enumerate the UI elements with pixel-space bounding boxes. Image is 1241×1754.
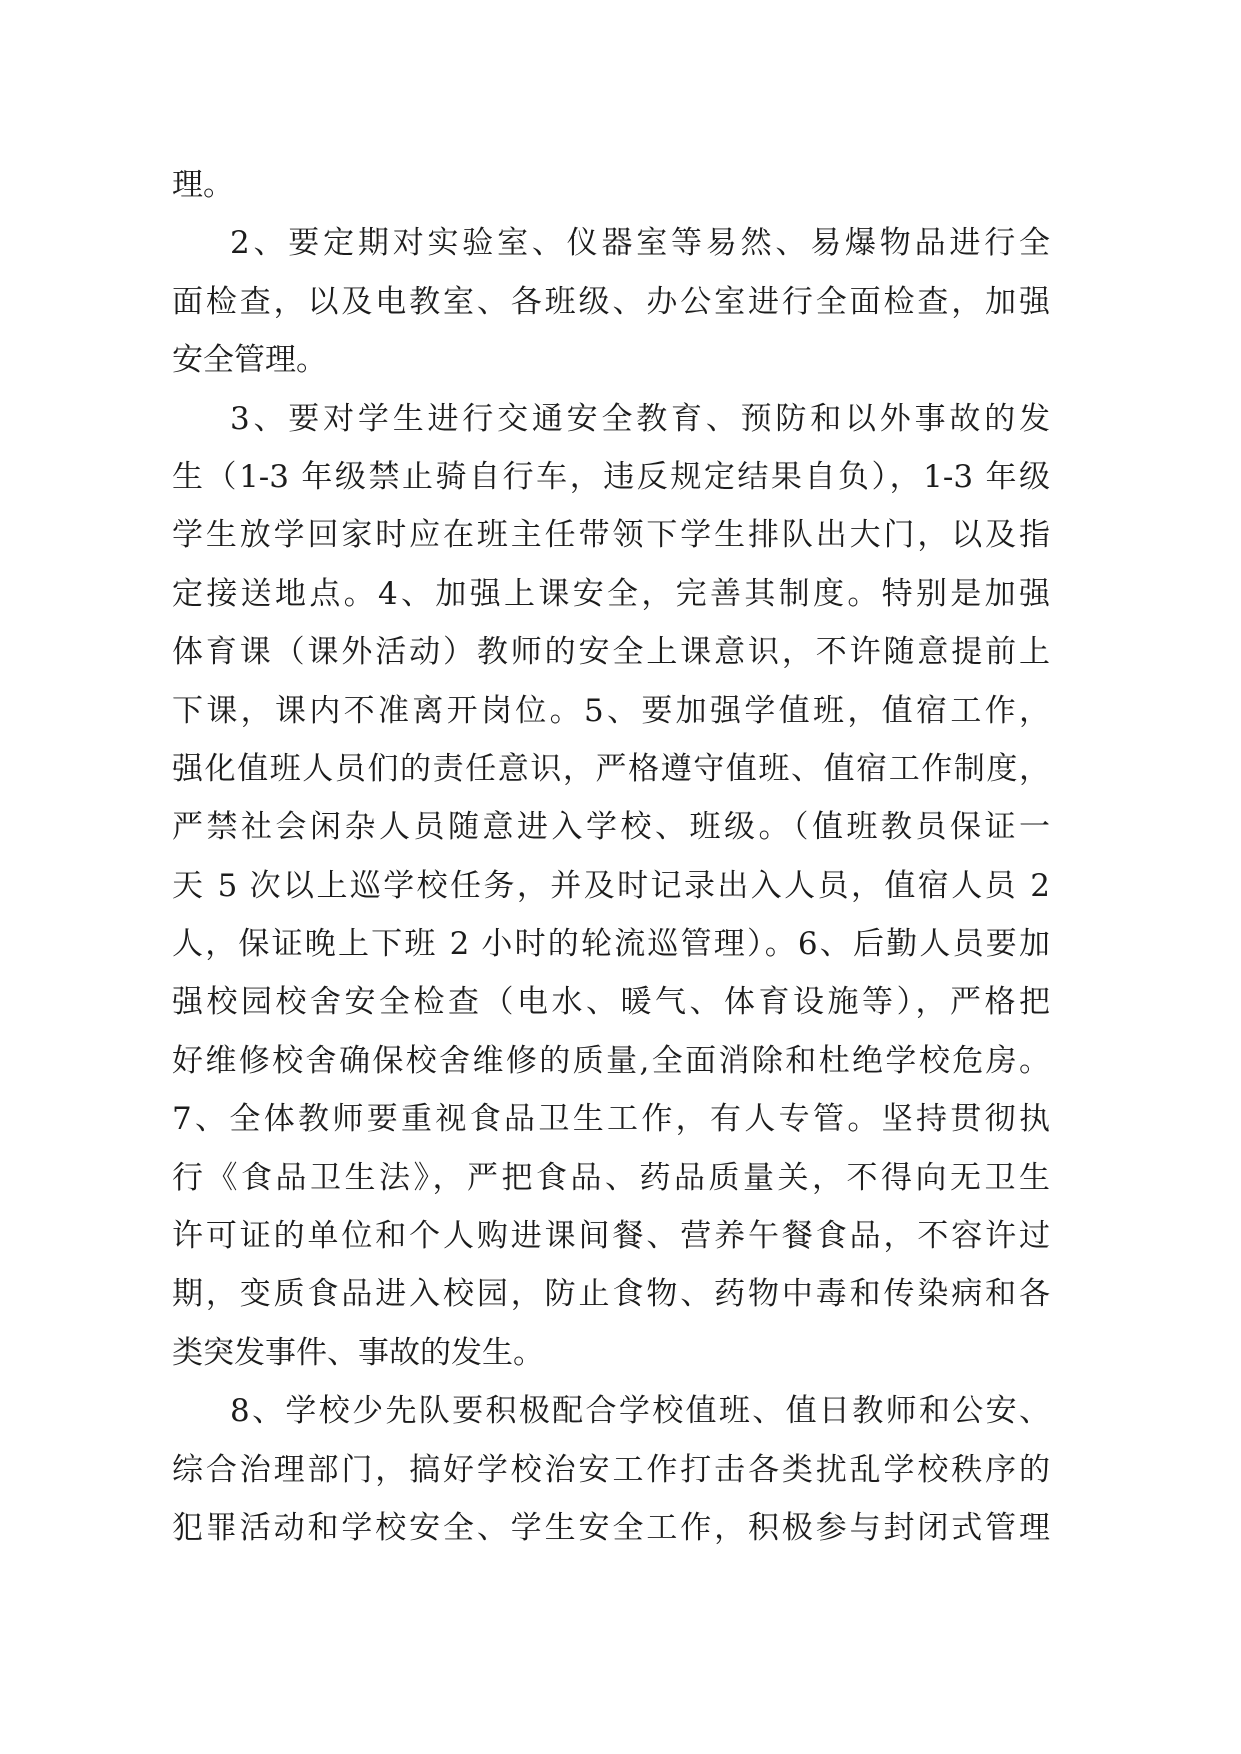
text-line: 7、全体教师要重视食品卫生工作，有人专管。坚持贯彻执 <box>172 1101 1050 1138</box>
text-line: 严禁社会闲杂人员随意进入学校、班级。（值班教员保证一 <box>172 809 1050 846</box>
text-line: 生（1-3 年级禁止骑自行车，违反规定结果自负），1-3 年级 <box>172 458 1050 495</box>
text-line: 3、要对学生进行交通安全教育、预防和以外事故的发 <box>230 400 1050 437</box>
text-line: 学生放学回家时应在班主任带领下学生排队出大门，以及指 <box>172 517 1050 554</box>
text-line: 强校园校舍安全检查（电水、暖气、体育设施等），严格把 <box>172 984 1050 1021</box>
text-line: 好维修校舍确保校舍维修的质量,全面消除和杜绝学校危房。 <box>172 1042 1050 1079</box>
text-line: 理。 <box>172 167 234 203</box>
text-line: 定接送地点。4、加强上课安全，完善其制度。特别是加强 <box>172 575 1050 612</box>
text-line: 许可证的单位和个人购进课间餐、营养午餐食品，不容许过 <box>172 1218 1050 1255</box>
text-line: 强化值班人员们的责任意识，严格遵守值班、值宿工作制度， <box>172 750 1050 787</box>
paragraph-item-3 <box>172 390 1050 1383</box>
text-line: 行《食品卫生法》，严把食品、药品质量关，不得向无卫生 <box>172 1159 1050 1196</box>
text-line: 8、学校少先队要积极配合学校值班、值日教师和公安、 <box>230 1393 1050 1430</box>
text-line: 体育课（课外活动）教师的安全上课意识，不许随意提前上 <box>172 634 1050 671</box>
text-line: 类突发事件、事故的发生。 <box>172 1334 544 1371</box>
text-line: 下课，课内不准离开岗位。5、要加强学值班，值宿工作， <box>172 692 1050 729</box>
text-line: 天 5 次以上巡学校任务，并及时记录出入人员，值宿人员 2 <box>172 867 1050 904</box>
text-line: 综合治理部门，搞好学校治安工作打击各类扰乱学校秩序的 <box>172 1451 1050 1488</box>
paragraph-continuation <box>172 156 1050 214</box>
paragraph-item-2 <box>172 214 1050 389</box>
text-line: 犯罪活动和学校安全、学生安全工作，积极参与封闭式管理 <box>172 1509 1050 1546</box>
text-line: 面检查，以及电教室、各班级、办公室进行全面检查，加强 <box>172 283 1050 320</box>
paragraph-item-8 <box>172 1382 1050 1557</box>
text-line: 期，变质食品进入校园，防止食物、药物中毒和传染病和各 <box>172 1276 1050 1313</box>
document-body <box>172 156 1050 1557</box>
text-line: 安全管理。 <box>172 342 327 379</box>
text-line: 2、要定期对实验室、仪器室等易然、易爆物品进行全 <box>230 225 1050 262</box>
text-line: 人，保证晚上下班 2 小时的轮流巡管理）。6、后勤人员要加 <box>172 926 1050 963</box>
